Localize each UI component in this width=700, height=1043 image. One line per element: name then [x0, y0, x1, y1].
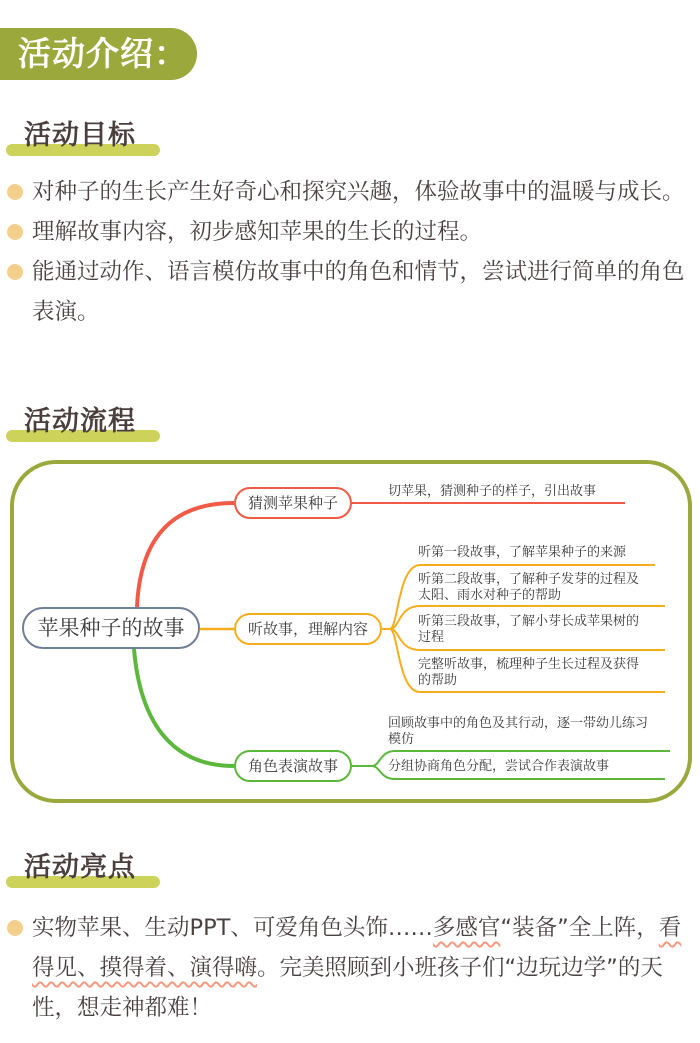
- mindmap-root-node: 苹果种子的故事: [22, 607, 200, 649]
- heading-highlights: [6, 842, 160, 888]
- leaf-line: 太阳、雨水对种子的帮助: [418, 588, 562, 603]
- heading-process-text: 活动流程: [24, 406, 136, 437]
- highlight-item: [0, 908, 700, 1028]
- leaf-line: 听第二段故事，了解种子发芽的过程及: [418, 572, 640, 587]
- mindmap-branch-role-play: 角色表演故事: [234, 750, 352, 782]
- leaf-line: 回顾故事中的角色及其行动，逐一带幼儿练习: [388, 716, 649, 731]
- leaf-line: 听第一段故事，了解苹果种子的来源: [418, 545, 627, 560]
- goal-text: 能通过动作、语言模仿故事中的角色和情节，尝试进行简单的角色表演。: [32, 259, 685, 325]
- mindmap-leaf: [388, 484, 596, 500]
- mindmap-branch-guess-seed: 猜测苹果种子: [234, 487, 352, 519]
- mindmap-branch-listen-story: 听故事，理解内容: [234, 613, 382, 645]
- goal-text: 理解故事内容，初步感知苹果的生长的过程。: [32, 219, 483, 245]
- leaf-line: 完整听故事，梳理种子生长过程及获得: [418, 657, 640, 672]
- mindmap-leaf: [418, 545, 626, 561]
- section-title-intro: 活动介绍：: [0, 28, 197, 80]
- highlights-list: [0, 908, 700, 1028]
- heading-highlights-text: 活动亮点: [24, 852, 136, 883]
- leaf-line: 模仿: [388, 732, 415, 747]
- mindmap-leaf: [418, 572, 639, 604]
- mindmap-leaf: [418, 657, 639, 689]
- leaf-line: 切苹果，猜测种子的样子，引出故事: [388, 484, 597, 499]
- mindmap-leaf: [388, 716, 648, 748]
- heading-goals-text: 活动目标: [24, 120, 136, 151]
- goal-text: 对种子的生长产生好奇心和探究兴趣，体验故事中的温暖与成长。: [32, 179, 685, 205]
- highlight-underlined-senses: 看得见、摸得着、演得嗨: [32, 915, 682, 981]
- leaf-line: 过程: [418, 630, 445, 645]
- highlight-text-part3: 。完美照顾到小班孩子们“边玩边学”的天性，想走神都难！: [32, 955, 663, 1021]
- leaf-line: 的帮助: [418, 673, 458, 688]
- leaf-line: 分组协商角色分配，尝试合作表演故事: [388, 759, 610, 774]
- bullet-dot-icon: [7, 920, 23, 936]
- leaf-line: 听第三段故事，了解小芽长成苹果树的: [418, 614, 640, 629]
- mindmap-leaf: [388, 759, 609, 775]
- highlight-text-part2: “装备”全上阵，: [500, 915, 659, 941]
- mindmap-leaf: [418, 614, 639, 646]
- highlight-text-part1: 实物苹果、生动PPT、可爱角色头饰……: [32, 915, 433, 941]
- highlight-underlined-multisensory: 多感官: [432, 915, 501, 941]
